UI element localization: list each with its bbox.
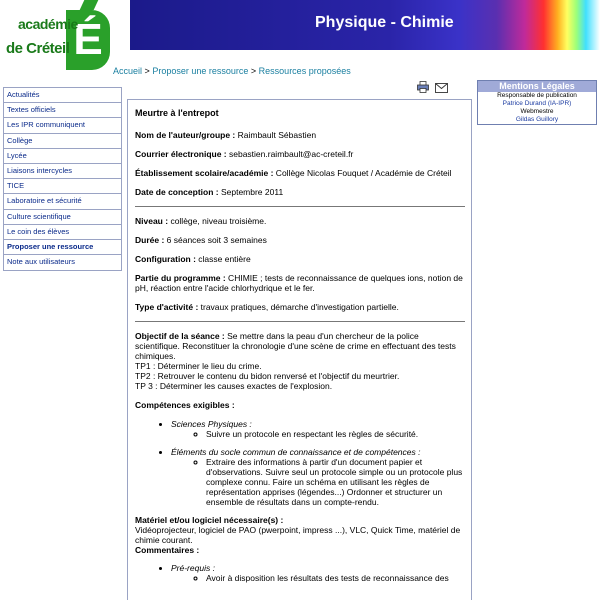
- field-config: [135, 254, 465, 264]
- field-level: [135, 216, 465, 226]
- legal-webmaster-link[interactable]: Gildas Guillory: [515, 116, 559, 123]
- sidebar-item-liaisons[interactable]: Liaisons intercycles: [4, 164, 121, 179]
- list-item: [171, 447, 465, 507]
- objective-block: [135, 331, 465, 391]
- material-label: Matériel et/ou logiciel nécessaire(s) :: [135, 515, 284, 525]
- material-value: Vidéoprojecteur, logiciel de PAO (pwerpoint, impress ...), VLC, Quick Time, matériel de chimie courant.: [135, 525, 461, 545]
- activity-value: travaux pratiques, démarche d'investigation partielle.: [198, 302, 399, 312]
- objective-value: Se mettre dans la peau d'un chercheur de la police scientifique. Reconstituer la chronologie d'une scène de crime en effectuant des tests chimiques.: [135, 331, 456, 361]
- comments-list: [171, 563, 465, 583]
- list-item: ◦ Avoir à disposition les résultats des tests de reconnaissance des: [206, 573, 465, 583]
- sidebar-item-laboratoire[interactable]: Laboratoire et sécurité: [4, 194, 121, 209]
- sidebar-item-eleves[interactable]: Le coin des élèves: [4, 225, 121, 240]
- date-label: Date de conception :: [135, 187, 219, 197]
- comments-block: [135, 545, 465, 555]
- comments-label: Commentaires :: [135, 545, 200, 555]
- skills-label: Compétences exigibles :: [135, 400, 235, 410]
- logo-line1: académie: [18, 16, 78, 32]
- sublist: [206, 573, 465, 583]
- school-label: Établissement scolaire/académie :: [135, 168, 274, 178]
- author-label: Nom de l'auteur/groupe :: [135, 130, 236, 140]
- legal-title[interactable]: Mentions Légales: [478, 81, 596, 92]
- legal-publisher-link[interactable]: Patrice Durand (IA-IPR): [502, 100, 572, 107]
- sidebar-item-proposer[interactable]: Proposer une ressource: [4, 240, 121, 255]
- field-email: [135, 149, 465, 159]
- mail-icon[interactable]: [435, 83, 448, 93]
- sublist: [206, 429, 465, 439]
- list-item: ◦ Suivre un protocole en respectant les règles de sécurité.: [206, 429, 465, 439]
- field-school: [135, 168, 465, 178]
- material-block: [135, 515, 465, 545]
- list-item: ◦ Extraire des informations à partir d'un document papier et d'observations. Suivre seul un protocole simple ou un protocole plus complexe connu. Faire un schéma en utilisant les règles de représentation apprises (légendes...) Ordonner et structurer un ensemble de résultats dans un compte-rendu.: [206, 457, 465, 507]
- level-label: Niveau :: [135, 216, 169, 226]
- config-value: classe entière: [195, 254, 251, 264]
- sidebar-item-culture[interactable]: Culture scientifique: [4, 210, 121, 225]
- breadcrumb-separator: >: [250, 66, 257, 76]
- email-label: Courrier électronique :: [135, 149, 227, 159]
- field-author: [135, 130, 465, 140]
- list-item: [171, 419, 465, 439]
- sidebar-item-college[interactable]: Collège: [4, 134, 121, 149]
- sidebar-item-tice[interactable]: TICE: [4, 179, 121, 194]
- logo-letter: É: [66, 10, 110, 70]
- school-value: Collège Nicolas Fouquet / Académie de Créteil: [273, 168, 452, 178]
- tp1-text: TP1 : Déterminer le lieu du crime.: [135, 361, 262, 371]
- skills-socle-label: Éléments du socle commun de connaissance et de compétences :: [171, 447, 421, 457]
- program-label: Partie du programme :: [135, 273, 226, 283]
- author-value: Raimbault Sébastien: [235, 130, 317, 140]
- field-activity: [135, 302, 465, 312]
- breadcrumb-separator: >: [144, 66, 150, 76]
- sidebar-item-actualites[interactable]: Actualités: [4, 88, 121, 103]
- tp2-text: TP2 : Retrouver le contenu du bidon renversé et l'objectif du meurtrier.: [135, 371, 400, 381]
- academie-logo[interactable]: [0, 0, 118, 78]
- email-value[interactable]: sebastien.raimbault@ac-creteil.fr: [226, 149, 354, 159]
- sidebar-item-textes-officiels[interactable]: Textes officiels: [4, 103, 121, 118]
- config-label: Configuration :: [135, 254, 196, 264]
- prereq-label: Pré-requis :: [171, 563, 215, 573]
- duration-value: 6 séances soit 3 semaines: [164, 235, 267, 245]
- objective-label: Objectif de la séance :: [135, 331, 225, 341]
- field-program: [135, 273, 465, 293]
- site-title: Physique - Chimie: [315, 14, 454, 31]
- breadcrumb: [113, 66, 351, 76]
- sidebar-item-ipr[interactable]: Les IPR communiquent: [4, 118, 121, 133]
- skills-list: [171, 419, 465, 507]
- divider: [135, 321, 465, 322]
- sublist: [206, 457, 465, 507]
- logo-accent: [80, 0, 99, 10]
- legal-box: [477, 80, 597, 125]
- activity-label: Type d'activité :: [135, 302, 199, 312]
- breadcrumb-home[interactable]: Accueil: [113, 66, 143, 76]
- banner: [130, 0, 600, 50]
- tp3-text: TP 3 : Déterminer les causes exactes de l'explosion.: [135, 381, 333, 391]
- field-date: [135, 187, 465, 197]
- date-value: Septembre 2011: [218, 187, 284, 197]
- legal-publisher-label: Responsable de publication: [497, 92, 577, 99]
- duration-label: Durée :: [135, 235, 165, 245]
- field-duration: [135, 235, 465, 245]
- program-value: CHIMIE ; tests de reconnaissance de quelques ions, notion de pH, réaction entre l'acide chlorhydrique et le fer.: [135, 273, 463, 293]
- print-icon[interactable]: [417, 81, 429, 93]
- logo-line2: de Créteil: [6, 40, 70, 57]
- level-value: collège, niveau troisième.: [168, 216, 267, 226]
- sidebar-item-note[interactable]: Note aux utilisateurs: [7, 257, 75, 267]
- breadcrumb-resources[interactable]: Ressources proposées: [258, 66, 351, 76]
- sidebar-menu: [3, 87, 122, 271]
- article-panel: [127, 99, 472, 600]
- legal-webmaster-label: Webmestre: [520, 108, 554, 115]
- divider: [135, 206, 465, 207]
- article-content: [135, 108, 465, 591]
- article-title: Meurtre à l'entrepot: [135, 108, 219, 118]
- skills-block: [135, 400, 465, 410]
- list-item: [171, 563, 465, 583]
- sidebar-item-lycee[interactable]: Lycée: [4, 149, 121, 164]
- breadcrumb-propose[interactable]: Proposer une ressource: [152, 66, 249, 76]
- skills-physics-label: Sciences Physiques :: [171, 419, 252, 429]
